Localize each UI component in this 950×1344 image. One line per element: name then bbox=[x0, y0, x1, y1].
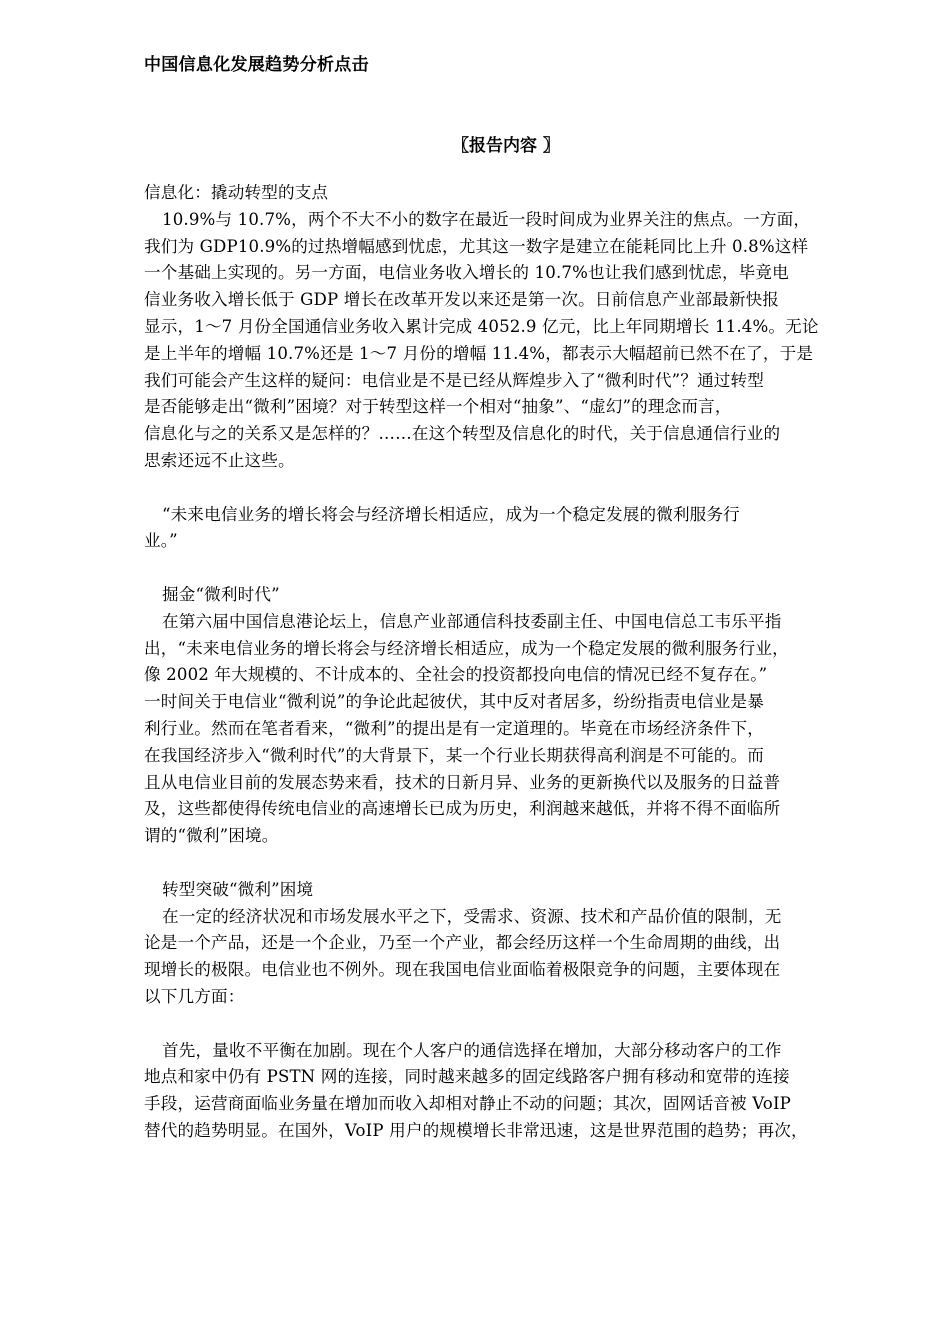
paragraph-line: 10.9%与 10.7%，两个不大不小的数字在最近一段时间成为业界关注的焦点。一方面， bbox=[162, 209, 811, 229]
paragraph-gap bbox=[144, 1011, 882, 1038]
paragraph-line: 是上半年的增幅 10.7%还是 1～7 月份的增幅 11.4%，都表示大幅超前已然不在了，于是 bbox=[144, 343, 814, 363]
paragraph-gap bbox=[144, 555, 882, 582]
paragraph-line: 信业务收入增长低于 GDP 增长在改革开发以来还是第一次。日前信息产业部最新快报 bbox=[144, 290, 780, 310]
paragraph-line: 在我国经济步入“微利时代”的大背景下，某一个行业长期获得高利润是不可能的。而 bbox=[144, 745, 765, 765]
paragraph-line: 在一定的经济状况和市场发展水平之下，受需求、资源、技术和产品价值的限制，无 bbox=[162, 906, 782, 926]
report-heading: 〖报告内容 〗 bbox=[452, 136, 560, 156]
section-heading: 信息化：撬动转型的支点 bbox=[144, 183, 329, 202]
document-title: 中国信息化发展趋势分析点击 bbox=[144, 55, 369, 75]
paragraph-line: 及，这些都使得传统电信业的高速增长已成为历史，利润越来越低，并将不得不面临所 bbox=[144, 799, 781, 819]
paragraph-line: 像 2002 年大规模的、不计成本的、全社会的投资都投向电信的情况已经不复存在。” bbox=[144, 665, 768, 685]
paragraph-line: 首先，量收不平衡在加剧。现在个人客户的通信选择在增加，大部分移动客户的工作 bbox=[162, 1040, 782, 1060]
paragraph-line: 我们可能会产生这样的疑问：电信业是不是已经从辉煌步入了“微利时代”？通过转型 bbox=[144, 370, 765, 390]
paragraph-line: 替代的趋势明显。在国外，VoIP 用户的规模增长非常迅速，这是世界范围的趋势；再次， bbox=[144, 1120, 808, 1140]
paragraph-gap bbox=[144, 850, 882, 877]
paragraph-gap bbox=[144, 475, 882, 502]
paragraph-line: 谓的“微利”困境。 bbox=[144, 826, 279, 846]
section-heading: 转型突破“微利”困境 bbox=[162, 879, 314, 899]
paragraph-line: 一时间关于电信业“微利说”的争论此起彼伏，其中反对者居多，纷纷指责电信业是暴 bbox=[144, 692, 765, 712]
paragraph-line: 信息化与之的关系又是怎样的？……在这个转型及信息化的时代，关于信息通信行业的 bbox=[144, 424, 781, 444]
paragraph-line: 手段，运营商面临业务量在增加而收入却相对静止不动的问题；其次，固网话音被 VoIP bbox=[144, 1094, 791, 1114]
paragraph-line: 出，“未来电信业务的增长将会与经济增长相适应，成为一个稳定发展的微利服务行业， bbox=[144, 638, 789, 658]
paragraph-line: 在第六届中国信息港论坛上，信息产业部通信科技委副主任、中国电信总工韦乐平指 bbox=[162, 611, 782, 631]
paragraph-line: 是否能够走出“微利”困境？对于转型这样一个相对“抽象”、“虚幻”的理念而言， bbox=[144, 397, 732, 417]
paragraph-line: 以下几方面： bbox=[144, 986, 245, 1006]
paragraph-line: 地点和家中仍有 PSTN 网的连接，同时越来越多的固定线路客户拥有移动和宽带的连接 bbox=[144, 1067, 790, 1087]
paragraph-line: 利行业。然而在笔者看来，“微利”的提出是有一定道理的。毕竟在市场经济条件下， bbox=[144, 718, 765, 738]
paragraph-line: 思索还远不止这些。 bbox=[144, 450, 295, 470]
quote-line: 业。” bbox=[144, 531, 178, 551]
paragraph-line: 我们为 GDP10.9%的过热增幅感到忧虑，尤其这一数字是建立在能耗同比上升 0.8%这样 bbox=[144, 236, 809, 256]
section-heading: 掘金“微利时代” bbox=[162, 584, 280, 604]
document-body bbox=[144, 180, 882, 1145]
paragraph-line: 现增长的极限。电信业也不例外。现在我国电信业面临着极限竞争的问题，主要体现在 bbox=[144, 960, 781, 980]
paragraph-line: 论是一个产品，还是一个企业，乃至一个产业，都会经历这样一个生命周期的曲线，出 bbox=[144, 933, 781, 953]
paragraph-line: 显示，1～7 月份全国通信业务收入累计完成 4052.9 亿元，比上年同期增长 11.4%。无论 bbox=[144, 316, 819, 336]
quote-line: “未来电信业务的增长将会与经济增长相适应，成为一个稳定发展的微利服务行 bbox=[162, 504, 740, 524]
paragraph-line: 一个基础上实现的。另一方面，电信业务收入增长的 10.7%也让我们感到忧虑，毕竟电 bbox=[144, 263, 789, 283]
paragraph-line: 且从电信业目前的发展态势来看，技术的日新月异、业务的更新换代以及服务的日益普 bbox=[144, 772, 781, 792]
